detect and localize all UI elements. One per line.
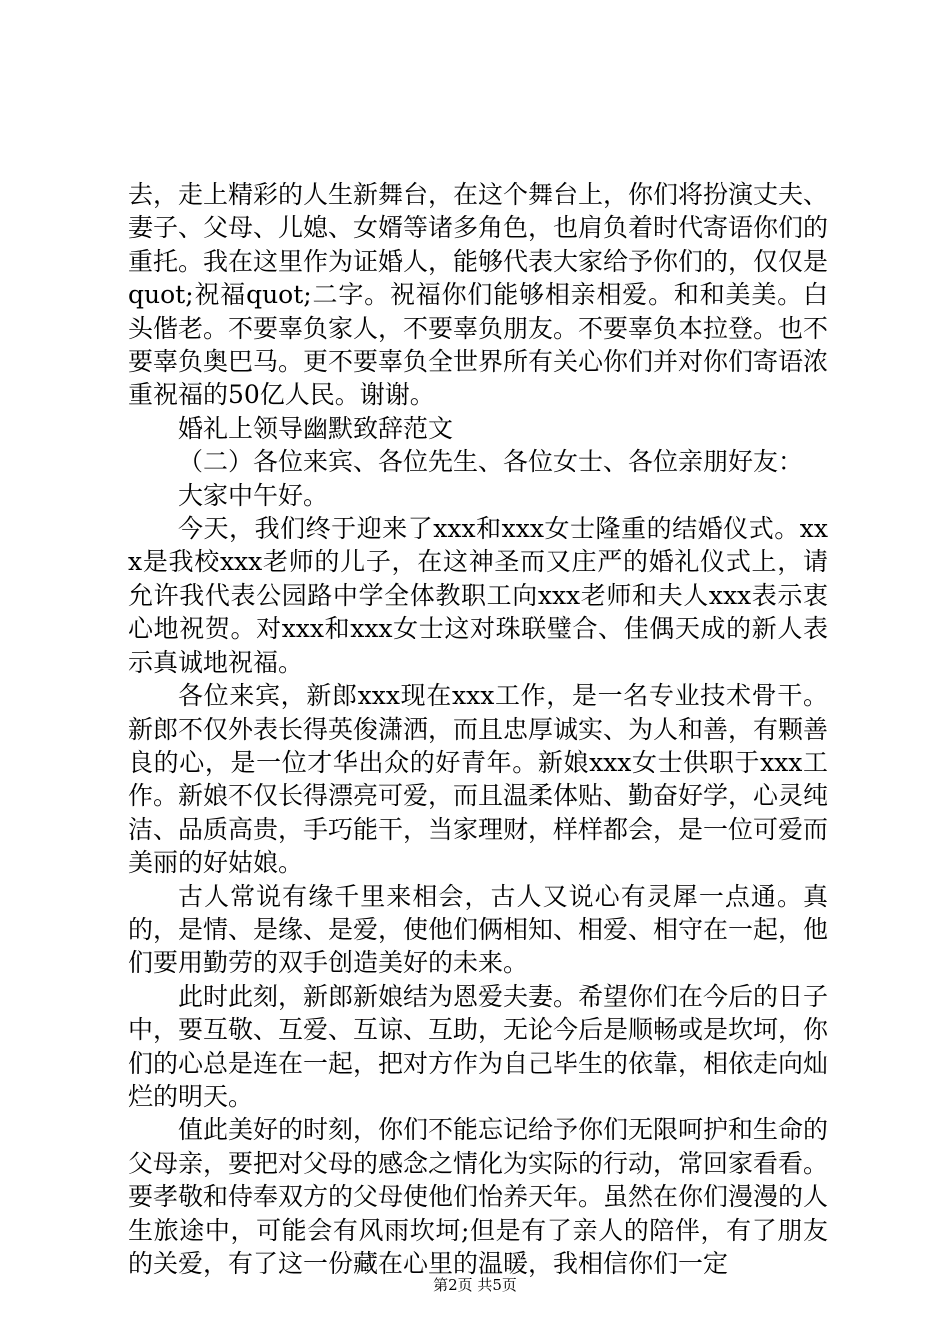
salutation: （二）各位来宾、各位先生、各位女士、各位亲朋好友： [178, 447, 804, 477]
paragraph: 值此美好的时刻，你们不能忘记给予你们无限呵护和生命的父母亲，要把对父母的感念之情化为实际的行动，常回家看看。要孝敬和侍奉双方的父母使他们怡养天年。虽然在你们漫漫的人生旅途中，可能会有风雨坎坷;但是有了亲人的陪伴，有了朋友的关爱，有了这一份藏在心里的温暖，我相信你们一定 [128, 1115, 829, 1278]
document-body [128, 178, 828, 1280]
paragraph: 今天，我们终于迎来了xxx和xxx女士隆重的结婚仪式。xxx是我校xxx老师的儿子，在这神圣而又庄严的婚礼仪式上，请允许我代表公园路中学全体教职工向xxx老师和夫人xxx表示衷心地祝贺。对xxx和xxx女士这对珠联璧合、佳偶天成的新人表示真诚地祝福。 [128, 514, 828, 677]
paragraph: 古人常说有缘千里来相会，古人又说心有灵犀一点通。真的，是情、是缘、是爱，使他们俩相知、相爱、相守在一起，他们要用勤劳的双手创造美好的未来。 [128, 881, 829, 978]
paragraph: 此时此刻，新郎新娘结为恩爱夫妻。希望你们在今后的日子中，要互敬、互爱、互谅、互助，无论今后是顺畅或是坎坷，你们的心总是连在一起，把对方作为自己毕生的依靠，相依走向灿烂的明天。 [128, 981, 829, 1111]
paragraph-continuation: 去，走上精彩的人生新舞台，在这个舞台上，你们将扮演丈夫、妻子、父母、儿媳、女婿等诸多角色，也肩负着时代寄语你们的重托。我在这里作为证婚人，能够代表大家给予你们的，仅仅是quot;祝福quot;二字。祝福你们能够相亲相爱。和和美美。白头偕老。不要辜负家人，不要辜负朋友。不要辜负本拉登。也不要辜负奥巴马。更不要辜负全世界所有关心你们并对你们寄语浓重祝福的50亿人民。谢谢。 [128, 180, 829, 410]
page-number-footer: 第2页 共5页 [433, 1276, 517, 1294]
section-title: 婚礼上领导幽默致辞范文 [178, 413, 454, 443]
paragraph: 各位来宾，新郎xxx现在xxx工作，是一名专业技术骨干。新郎不仅外表长得英俊潇洒，而且忠厚诚实、为人和善，有颗善良的心，是一位才华出众的好青年。新娘xxx女士供职于xxx工作。新娘不仅长得漂亮可爱，而且温柔体贴、勤奋好学，心灵纯洁、品质高贵，手巧能干，当家理财，样样都会，是一位可爱而美丽的好姑娘。 [128, 681, 829, 878]
greeting: 大家中午好。 [178, 480, 329, 510]
